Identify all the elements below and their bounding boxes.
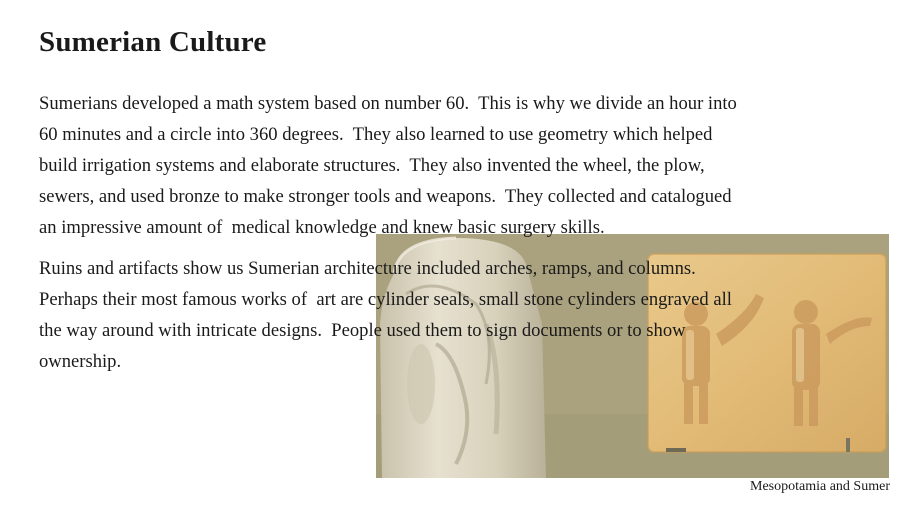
text-line: ownership. (39, 351, 122, 372)
paragraph-architecture (39, 253, 869, 377)
body-text (39, 88, 869, 387)
text-line: sewers, and used bronze to make stronger tools and weapons. They collected and catalogued (39, 186, 732, 207)
text-line: the way around with intricate designs. People used them to sign documents or to show (39, 320, 686, 341)
text-line: Ruins and artifacts show us Sumerian architecture included arches, ramps, and columns. (39, 258, 696, 279)
paragraph-math (39, 88, 869, 243)
image-caption: Mesopotamia and Sumer (750, 479, 890, 494)
text-line: Sumerians developed a math system based on number 60. This is why we divide an hour into (39, 93, 737, 114)
text-line: an impressive amount of medical knowledge and knew basic surgery skills. (39, 217, 605, 238)
text-line: build irrigation systems and elaborate structures. They also invented the wheel, the plow, (39, 155, 705, 176)
slide-title: Sumerian Culture (39, 26, 267, 58)
text-line: Perhaps their most famous works of art are cylinder seals, small stone cylinders engraved all (39, 289, 732, 310)
text-line: 60 minutes and a circle into 360 degrees. They also learned to use geometry which helped (39, 124, 713, 145)
